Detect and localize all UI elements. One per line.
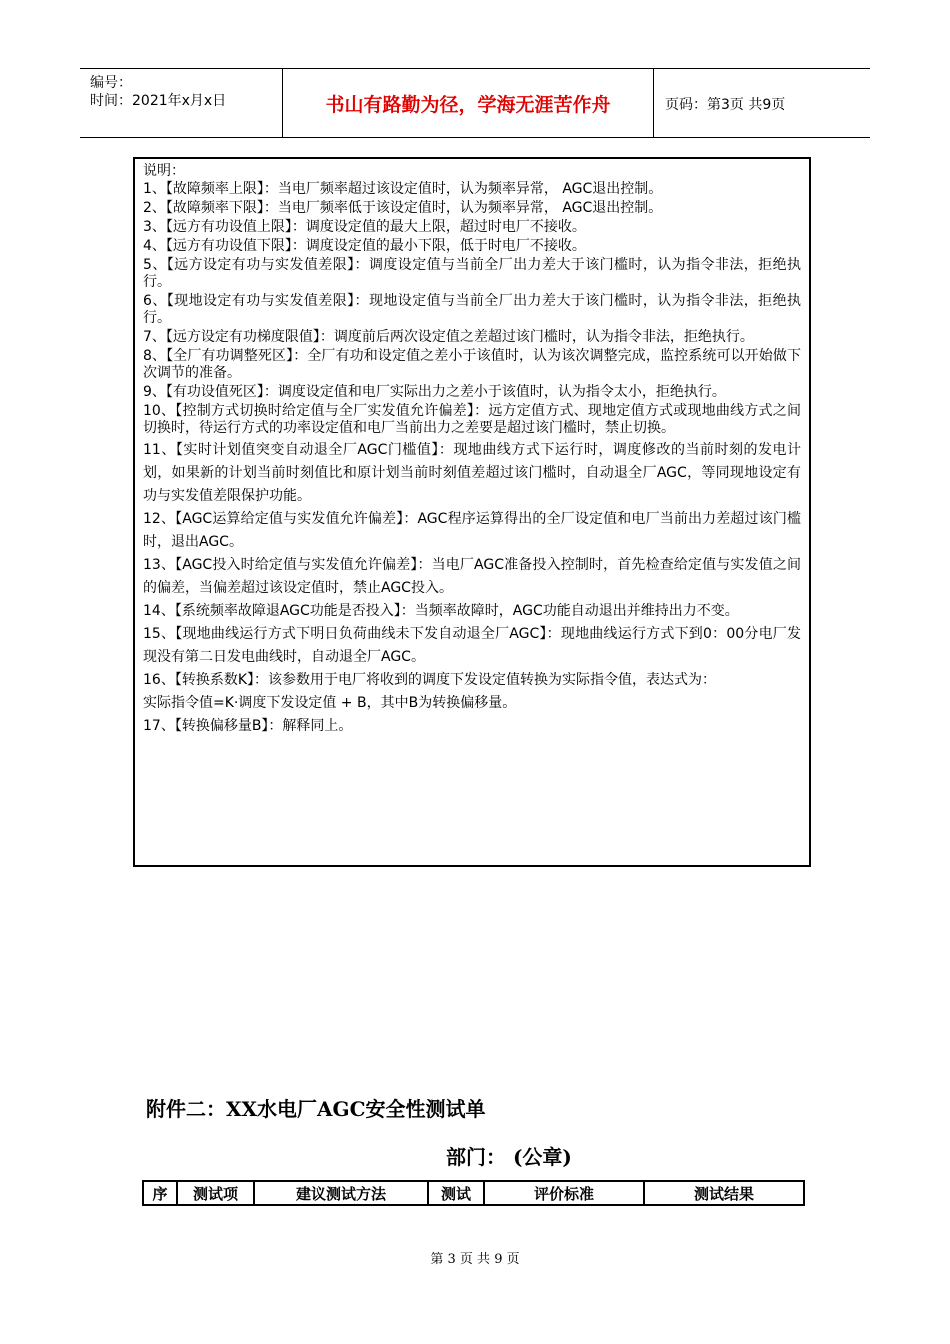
column-header: 测试项 [177, 1181, 254, 1205]
note-item: 7、【远方设定有功梯度限值】：调度前后两次设定值之差超过该门槛时，认为指令非法，拒绝执行。 [143, 329, 754, 345]
notes-box [133, 157, 811, 867]
note-item: 9、【有功设值死区】：调度设定值和电厂实际出力之差小于该值时，认为指令太小，拒绝执行。 [143, 384, 726, 400]
note-item: 15、【现地曲线运行方式下明日负荷曲线未下发自动退全厂AGC】：现地曲线运行方式下到0：00分电厂发现没有第二日发电曲线时，自动退全厂AGC。 [143, 626, 801, 665]
time-label: 时间：2021年x月x日 [90, 93, 227, 109]
column-header: 测试 [428, 1181, 484, 1205]
note-item: 16、【转换系数K】：该参数用于电厂将收到的调度下发设定值转换为实际指令值，表达式为： [143, 672, 716, 688]
note-item: 1、【故障频率上限】：当电厂频率超过该设定值时，认为频率异常， AGC退出控制。 [143, 181, 663, 197]
note-item: 12、【AGC运算给定值与实发值允许偏差】：AGC程序运算得出的全厂设定值和电厂当前出力差超过该门槛时，退出AGC。 [143, 511, 801, 550]
notes-title: 说明： [143, 163, 185, 179]
table-header-row [143, 1181, 804, 1205]
note-item: 14、【系统频率故障退AGC功能是否投入】：当频率故障时，AGC功能自动退出并维持出力不变。 [143, 603, 739, 619]
page-header [80, 68, 870, 138]
note-item: 5、【远方设定有功与实发值差限】：调度设定值与当前全厂出力差大于该门槛时，认为指令非法，拒绝执行。 [143, 257, 801, 290]
note-item: 4、【远方有功设值下限】：调度设定值的最小下限，低于时电厂不接收。 [143, 238, 586, 254]
serial-label: 编号： [90, 75, 132, 91]
header-motto: 书山有路勤为径，学海无涯苦作舟 [283, 69, 654, 137]
header-meta-cell [80, 69, 283, 137]
column-header: 建议测试方法 [254, 1181, 428, 1205]
note-item: 17、【转换偏移量B】：解释同上。 [143, 718, 353, 734]
note-item: 3、【远方有功设值上限】：调度设定值的最大上限，超过时电厂不接收。 [143, 219, 586, 235]
note-item: 6、【现地设定有功与实发值差限】：现地设定值与当前全厂出力差大于该门槛时，认为指令非法，拒绝执行。 [143, 293, 801, 326]
column-header: 序 [143, 1181, 177, 1205]
note-item: 13、【AGC投入时给定值与实发值允许偏差】：当电厂AGC准备投入控制时，首先检查给定值与实发值之间的偏差，当偏差超过该设定值时，禁止AGC投入。 [143, 557, 801, 596]
note-item: 8、【全厂有功调整死区】：全厂有功和设定值之差小于该值时，认为该次调整完成，监控系统可以开始做下次调节的准备。 [143, 348, 801, 381]
header-page-info: 页码：第3页 共9页 [665, 97, 786, 113]
note-item: 2、【故障频率下限】：当电厂频率低于该设定值时，认为频率异常， AGC退出控制。 [143, 200, 663, 216]
attachment-title: 附件二：XX水电厂AGC安全性测试单 [146, 1097, 486, 1121]
note-item: 实际指令值=K·调度下发设定值 + B，其中B为转换偏移量。 [143, 695, 517, 711]
test-table [142, 1180, 805, 1206]
department-label: 部门： (公章) [446, 1145, 572, 1169]
note-item: 10、【控制方式切换时给定值与全厂实发值允许偏差】：远方定值方式、现地定值方式或现地曲线方式之间切换时，待运行方式的功率设定值和电厂当前出力之差要是超过该门槛时，禁止切换。 [143, 403, 801, 436]
page-footer: 第 3 页 共 9 页 [430, 1252, 520, 1267]
note-item: 11、【实时计划值突变自动退全厂AGC门槛值】：现地曲线方式下运行时，调度修改的当前时刻的发电计划，如果新的计划当前时刻值比和原计划当前时刻值差超过该门槛时，自动退全厂AGC，等同现地设定有功与实发值差限保护功能。 [143, 442, 801, 504]
column-header: 测试结果 [644, 1181, 804, 1205]
column-header: 评价标准 [484, 1181, 644, 1205]
